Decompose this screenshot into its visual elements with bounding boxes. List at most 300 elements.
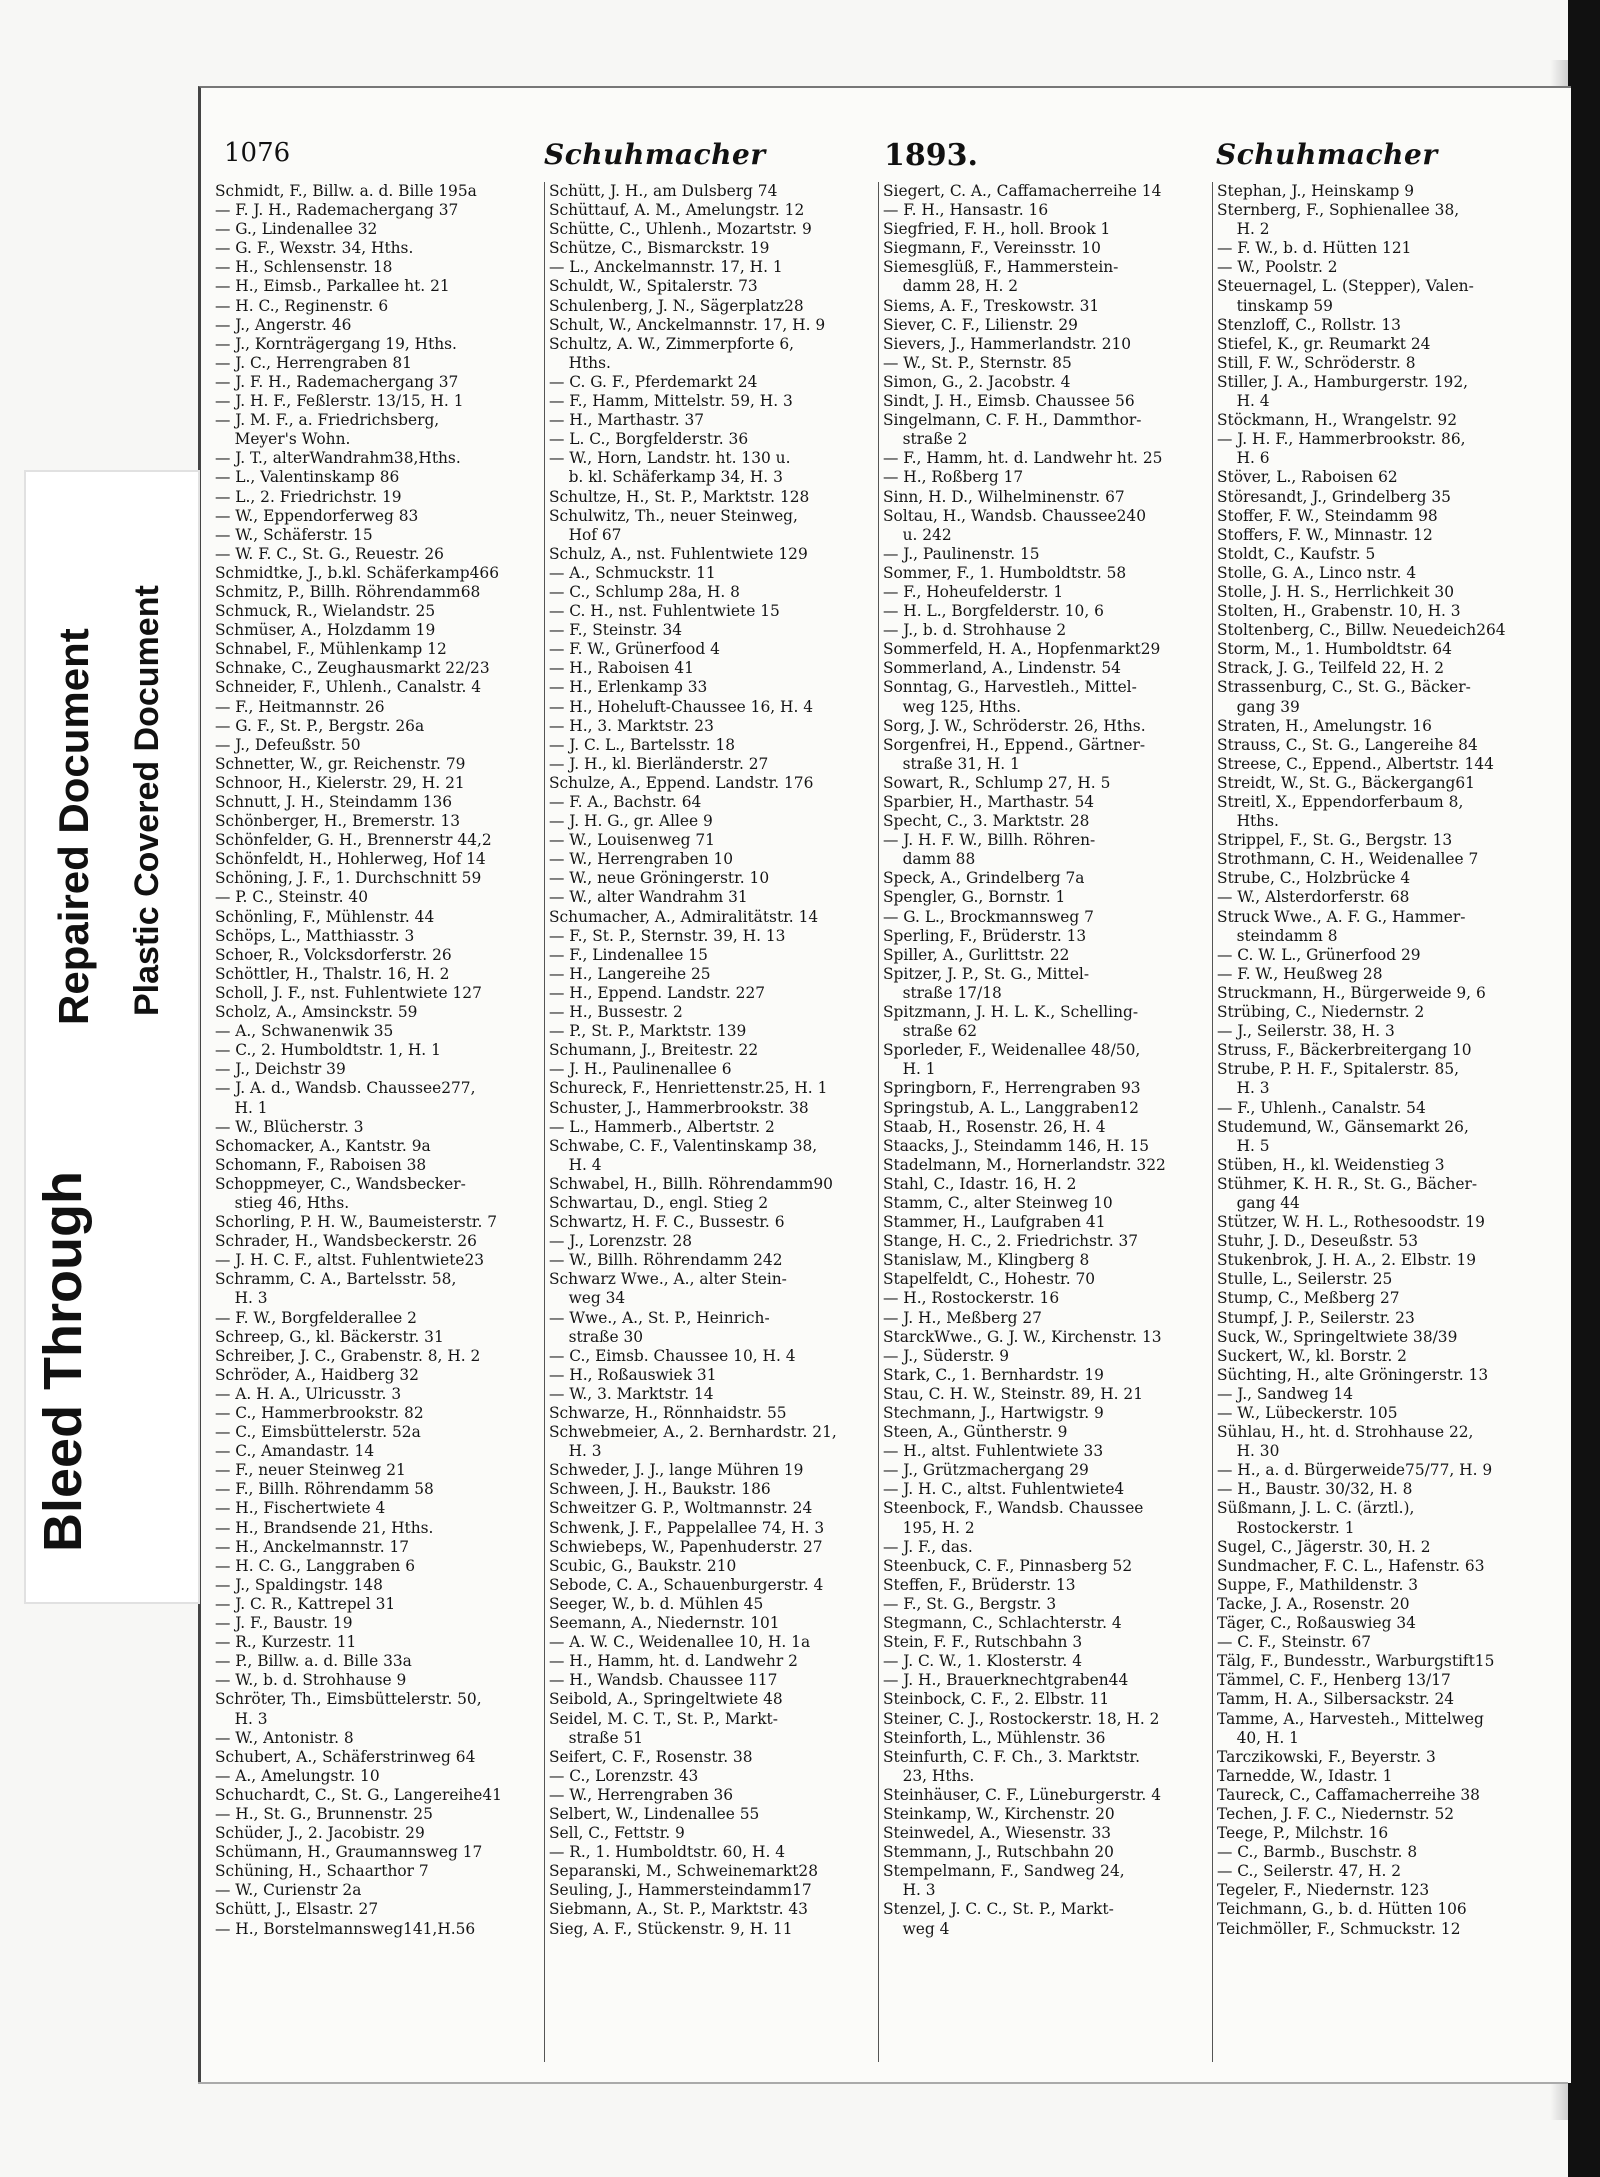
listing-entry: Steinkamp, W., Kirchenstr. 20: [883, 1804, 1115, 1823]
listing-entry: Seeger, W., b. d. Mühlen 45: [549, 1594, 764, 1613]
listing-entry: Siems, A. F., Treskowstr. 31: [883, 296, 1100, 315]
listing-entry: Schult, W., Anckelmannstr. 17, H. 9: [549, 315, 826, 334]
listing-entry: Stenzloff, C., Rollstr. 13: [1217, 315, 1401, 334]
listing-entry: — H., Erlenkamp 33: [549, 678, 708, 697]
listing-entry: Stechmann, J., Hartwigstr. 9: [883, 1404, 1104, 1422]
listing-entry: Springborn, F., Herrengraben 93: [883, 1079, 1141, 1098]
listing-entry: Schmitz, P., Billh. Röhrendamm68: [215, 582, 481, 601]
listing-entry: — F., Hamm, Mittelstr. 59, H. 3: [549, 392, 793, 411]
listing-entry: H. 4: [549, 1155, 602, 1174]
listing-entry: Schubert, A., Schäferstrinweg 64: [215, 1747, 476, 1766]
listing-entry: — F., Heitmannstr. 26: [215, 697, 385, 716]
listing-entry: Taureck, C., Caffamacherreihe 38: [1217, 1785, 1480, 1804]
listing-entry: Stapelfeldt, C., Hohestr. 70: [883, 1270, 1096, 1289]
listing-entry: Stanislaw, M., Klingberg 8: [883, 1251, 1090, 1270]
listing-entry: — H., Anckelmannstr. 17: [215, 1537, 410, 1556]
listing-entry: Sparbier, H., Marthastr. 54: [883, 793, 1095, 811]
listing-entry: — J., Paulinenstr. 15: [883, 544, 1040, 563]
listing-entry: — J., Spaldingstr. 148: [215, 1575, 383, 1594]
listing-entry: — A., Amelungstr. 10: [215, 1766, 380, 1785]
listing-entry: — H., Eppend. Landstr. 227: [549, 983, 766, 1002]
listing-entry: Sowart, R., Schlump 27, H. 5: [883, 773, 1111, 792]
listing-entry: Schwabe, C. F., Valentinskamp 38,: [549, 1136, 818, 1155]
listing-entry: Teege, P., Milchstr. 16: [1217, 1824, 1389, 1843]
listing-entry: Steen, A., Güntherstr. 9: [883, 1423, 1068, 1442]
listing-entry: Strübing, C., Niedernstr. 2: [1217, 1003, 1425, 1022]
listing-entry: Sonntag, G., Harvestleh., Mittel-: [883, 678, 1137, 697]
listing-entry: Streese, C., Eppend., Albertstr. 144: [1217, 754, 1494, 773]
listing-entry: — C., Amandastr. 14: [215, 1442, 375, 1461]
listing-entry: Stumpf, J. P., Seilerstr. 23: [1217, 1308, 1415, 1327]
listing-entry: Schweitzer G. P., Woltmannstr. 24: [549, 1499, 813, 1518]
listing-entry: Schütze, C., Bismarckstr. 19: [549, 239, 770, 258]
listing-entry: — G. F., St. P., Bergstr. 26a: [215, 716, 425, 735]
listing-entry: Stützer, W. H. L., Rothesoodstr. 19: [1217, 1213, 1485, 1232]
listing-entry: tinskamp 59: [1217, 296, 1333, 315]
listing-entry: Sorg, J. W., Schröderstr. 26, Hths.: [883, 716, 1146, 735]
listing-entry: Stulle, L., Seilerstr. 25: [1217, 1270, 1393, 1289]
listing-entry: H. 4: [1217, 392, 1270, 411]
listing-entry: — J. H., Brauerknechtgraben44: [883, 1671, 1129, 1690]
listing-entry: — F. W., b. d. Hütten 121: [1217, 239, 1412, 258]
listing-entry: Schütte, C., Uhlenh., Mozartstr. 9: [549, 220, 812, 239]
listing-entry: Schulze, A., Eppend. Landstr. 176: [549, 773, 814, 792]
listing-entry: Tegeler, F., Niedernstr. 123: [1217, 1881, 1430, 1900]
listing-entry: — C., Lorenzstr. 43: [549, 1766, 699, 1785]
listing-entry: — H., Langereihe 25: [549, 964, 711, 983]
listing-entry: weg 4: [883, 1919, 950, 1938]
listing-entry: Soltau, H., Wandsb. Chaussee240: [883, 506, 1147, 525]
listing-entry: Strack, J. G., Teilfeld 22, H. 2: [1217, 659, 1445, 678]
listing-entry: Schuldt, W., Spitalerstr. 73: [549, 277, 758, 296]
listing-entry: Strippel, F., St. G., Bergstr. 13: [1217, 831, 1453, 850]
listing-entry: Steuernagel, L. (Stepper), Valen-: [1217, 277, 1474, 296]
listing-entry: H. 1: [883, 1060, 936, 1079]
listing-entry: — W., Billh. Röhrendamm 242: [549, 1251, 783, 1270]
directory-page: [198, 86, 1571, 2083]
listing-entry: — F., Hamm, ht. d. Landwehr ht. 25: [883, 449, 1163, 468]
listing-entry: Schulenberg, J. N., Sägerplatz28: [549, 296, 804, 315]
listing-entry: Steffen, F., Brüderstr. 13: [883, 1575, 1076, 1594]
listing-entry: Sommerland, A., Lindenstr. 54: [883, 659, 1121, 678]
listing-entry: — H., Brandsende 21, Hths.: [215, 1518, 434, 1537]
scanner-edge: [1568, 0, 1600, 2177]
listing-entry: — J., Süderstr. 9: [883, 1346, 1010, 1365]
listing-column-4: [1217, 182, 1542, 2062]
listing-entry: H. 3: [215, 1289, 268, 1308]
listing-entry: — R., 1. Humboldtstr. 60, H. 4: [549, 1843, 786, 1862]
listing-entry: Steinbock, C. F., 2. Elbstr. 11: [883, 1690, 1110, 1709]
listing-entry: Stadelmann, M., Hornerlandstr. 322: [883, 1155, 1166, 1174]
listing-entry: — H. C., Reginenstr. 6: [215, 296, 389, 315]
listing-entry: Struckmann, H., Bürgerweide 9, 6: [1217, 983, 1486, 1002]
listing-entry: — C., Eimsbüttelerstr. 52a: [215, 1423, 421, 1442]
listing-entry: — H., Raboisen 41: [549, 659, 694, 678]
listing-entry: Stoltenberg, C., Billw. Neuedeich264: [1217, 621, 1506, 640]
listing-entry: Scubic, G., Baukstr. 210: [549, 1556, 737, 1575]
listing-column-3: [883, 182, 1208, 2062]
listing-entry: — H. L., Borgfelderstr. 10, 6: [883, 602, 1104, 621]
listing-entry: — F., Hoheufelderstr. 1: [883, 582, 1064, 601]
listing-entry: Schulwitz, Th., neuer Steinweg,: [549, 506, 798, 525]
listing-entry: Tämmel, C. F., Henberg 13/17: [1217, 1671, 1451, 1690]
listing-entry: Schomacker, A., Kantstr. 9a: [215, 1136, 431, 1155]
listing-entry: straße 51: [549, 1728, 644, 1747]
listing-entry: Schumann, J., Breitestr. 22: [549, 1041, 759, 1060]
listing-entry: Sternberg, F., Sophienallee 38,: [1217, 201, 1460, 220]
listing-entry: Streidt, W., St. G., Bäckergang61: [1217, 773, 1475, 792]
listing-entry: — J., Deichstr 39: [215, 1060, 346, 1079]
listing-entry: Stüben, H., kl. Weidenstieg 3: [1217, 1155, 1445, 1174]
listing-entry: Siever, C. F., Lilienstr. 29: [883, 315, 1078, 334]
listing-entry: Stegmann, C., Schlachterstr. 4: [883, 1614, 1122, 1633]
listing-entry: Schwiebeps, W., Papenhuderstr. 27: [549, 1537, 823, 1556]
listing-entry: Seemann, A., Niedernstr. 101: [549, 1614, 780, 1633]
listing-entry: Strube, C., Holzbrücke 4: [1217, 869, 1411, 888]
right-running-title: Schuhmacher: [1216, 138, 1438, 171]
listing-entry: Struck Wwe., A. F. G., Hammer-: [1217, 907, 1466, 926]
listing-entry: — J., Lorenzstr. 28: [549, 1232, 693, 1251]
listing-entry: — H., Wandsb. Chaussee 117: [549, 1671, 778, 1690]
listing-entry: — H., a. d. Bürgerweide75/77, H. 9: [1217, 1461, 1493, 1480]
listing-entry: — C., 2. Humboldtstr. 1, H. 1: [215, 1041, 441, 1060]
listing-entry: Stephan, J., Heinskamp 9: [1217, 182, 1415, 200]
listing-entry: Schwenk, J. F., Pappelallee 74, H. 3: [549, 1518, 825, 1537]
column-rule: [1212, 182, 1213, 2062]
listing-entry: — L., Anckelmannstr. 17, H. 1: [549, 258, 783, 277]
listing-entry: Süßmann, J. L. C. (ärztl.),: [1217, 1499, 1415, 1518]
listing-entry: — A., Schwanenwik 35: [215, 1022, 394, 1041]
column-rule: [878, 182, 879, 2062]
listing-entry: Steinforth, L., Mühlenstr. 36: [883, 1728, 1106, 1747]
listing-entry: — H., Roßauswiek 31: [549, 1365, 717, 1384]
listing-entry: u. 242: [883, 525, 952, 544]
listing-entry: — J. C. W., 1. Klosterstr. 4: [883, 1652, 1082, 1671]
listing-entry: Steenbuck, C. F., Pinnasberg 52: [883, 1556, 1133, 1575]
listing-entry: — C., Hammerbrookstr. 82: [215, 1404, 424, 1422]
listing-entry: Schüttauf, A. M., Amelungstr. 12: [549, 201, 805, 220]
listing-entry: Siebmann, A., St. P., Marktstr. 43: [549, 1900, 808, 1919]
listing-entry: Stöver, L., Raboisen 62: [1217, 468, 1398, 487]
listing-entry: Seuling, J., Hammersteindamm17: [549, 1881, 812, 1900]
listing-entry: Stukenbrok, J. H. A., 2. Elbstr. 19: [1217, 1251, 1477, 1270]
listing-entry: — F., St. P., Sternstr. 39, H. 13: [549, 926, 786, 945]
listing-entry: Schöttler, H., Thalstr. 16, H. 2: [215, 964, 450, 983]
listing-entry: Scholl, J. F., nst. Fuhlentwiete 127: [215, 983, 482, 1002]
listing-entry: weg 125, Hths.: [883, 697, 1022, 716]
listing-entry: Separanski, M., Schweinemarkt28: [549, 1862, 819, 1881]
listing-entry: — W., Horn, Landstr. ht. 130 u.: [549, 449, 791, 468]
listing-entry: — L., Valentinskamp 86: [215, 468, 400, 487]
listing-entry: Siegert, C. A., Caffamacherreihe 14: [883, 182, 1162, 200]
listing-entry: Schomann, F., Raboisen 38: [215, 1155, 427, 1174]
listing-entry: Schmidtke, J., b.kl. Schäferkamp466: [215, 563, 500, 582]
repaired-document-label: Repaired Document: [50, 628, 97, 1025]
listing-entry: H. 2: [1217, 220, 1270, 239]
listing-entry: Hof 67: [549, 525, 622, 544]
listing-entry: — J., b. d. Strohhause 2: [883, 621, 1067, 640]
listing-entry: Rostockerstr. 1: [1217, 1518, 1355, 1537]
listing-entry: — L., Hammerb., Albertstr. 2: [549, 1117, 775, 1136]
listing-entry: — J. F. H., Rademachergang 37: [215, 372, 459, 391]
listing-entry: Strassenburg, C., St. G., Bäcker-: [1217, 678, 1471, 697]
listing-entry: Schureck, F., Henriettenstr.25, H. 1: [549, 1079, 828, 1098]
listing-column-2: [549, 182, 874, 2062]
listing-entry: — J. H. C., altst. Fuhlentwiete4: [883, 1480, 1125, 1499]
listing-entry: — W., Antonistr. 8: [215, 1728, 354, 1747]
listing-entry: — H., Eimsb., Parkallee ht. 21: [215, 277, 450, 296]
listing-entry: — W., Blücherstr. 3: [215, 1117, 364, 1136]
listing-entry: Teichmann, G., b. d. Hütten 106: [1217, 1900, 1467, 1919]
listing-entry: Störesandt, J., Grindelberg 35: [1217, 487, 1451, 506]
listing-entry: Spitzer, J. P., St. G., Mittel-: [883, 964, 1090, 983]
listing-entry: — W., Lübeckerstr. 105: [1217, 1404, 1398, 1422]
listing-entry: H. 5: [1217, 1136, 1270, 1155]
listing-entry: — W., Poolstr. 2: [1217, 258, 1338, 277]
listing-entry: Singelmann, C. F. H., Dammthor-: [883, 411, 1142, 430]
listing-entry: Tälg, F., Bundesstr., Warburgstift15: [1217, 1652, 1495, 1671]
listing-entry: Sporleder, F., Weidenallee 48/50,: [883, 1041, 1141, 1060]
listing-entry: — F., Steinstr. 34: [549, 621, 683, 640]
listing-entry: Stein, F. F., Rutschbahn 3: [883, 1633, 1083, 1652]
listing-entry: Schwarze, H., Rönnhaidstr. 55: [549, 1404, 787, 1422]
listing-entry: — H., Baustr. 30/32, H. 8: [1217, 1480, 1413, 1499]
listing-entry: Tamme, A., Harvesteh., Mittelweg: [1217, 1709, 1484, 1728]
listing-entry: — P., St. P., Marktstr. 139: [549, 1022, 747, 1041]
listing-entry: Siegmann, F., Vereinsstr. 10: [883, 239, 1101, 258]
listing-entry: — C., Eimsb. Chaussee 10, H. 4: [549, 1346, 796, 1365]
listing-entry: — F. W., Borgfelderallee 2: [215, 1308, 417, 1327]
listing-column-1: [215, 182, 540, 2062]
listing-entry: — J. C. R., Kattrepel 31: [215, 1594, 396, 1613]
listing-entry: Staacks, J., Steindamm 146, H. 15: [883, 1136, 1150, 1155]
listing-entry: Schönberger, H., Bremerstr. 13: [215, 812, 461, 831]
listing-entry: straße 17/18: [883, 983, 1002, 1002]
listing-entry: Sindt, J. H., Eimsb. Chaussee 56: [883, 392, 1135, 411]
listing-entry: — H., Bussestr. 2: [549, 1003, 683, 1022]
listing-entry: Schoer, R., Volcksdorferstr. 26: [215, 945, 452, 964]
listing-entry: — J. F., Baustr. 19: [215, 1614, 353, 1633]
listing-entry: — F., Lindenallee 15: [549, 945, 708, 964]
listing-entry: Schoppmeyer, C., Wandsbecker-: [215, 1174, 466, 1193]
listing-entry: — J. C., Herrengraben 81: [215, 353, 412, 372]
listing-entry: Schütt, J. H., am Dulsberg 74: [549, 182, 778, 200]
listing-entry: Schmuck, R., Wielandstr. 25: [215, 602, 436, 621]
listing-entry: Suckert, W., kl. Borstr. 2: [1217, 1346, 1407, 1365]
listing-entry: — W., Herrengraben 10: [549, 850, 734, 869]
listing-entry: Schüning, H., Schaarthor 7: [215, 1862, 429, 1881]
listing-entry: Sperling, F., Brüderstr. 13: [883, 926, 1087, 945]
listing-entry: — C. H., nst. Fuhlentwiete 15: [549, 602, 780, 621]
listing-entry: — J. H. G., gr. Allee 9: [549, 812, 713, 831]
listing-entry: H. 3: [215, 1709, 268, 1728]
listing-entry: — C., Seilerstr. 47, H. 2: [1217, 1862, 1402, 1881]
listing-entry: — C., Schlump 28a, H. 8: [549, 582, 740, 601]
listing-entry: Steenbock, F., Wandsb. Chaussee: [883, 1499, 1144, 1518]
listing-entry: Sebode, C. A., Schauenburgerstr. 4: [549, 1575, 824, 1594]
listing-entry: — G. F., Wexstr. 34, Hths.: [215, 239, 414, 258]
listing-entry: — W. F. C., St. G., Reuestr. 26: [215, 544, 444, 563]
listing-entry: — W., b. d. Strohhause 9: [215, 1671, 407, 1690]
listing-entry: Stolle, G. A., Linco nstr. 4: [1217, 563, 1417, 582]
listing-entry: Hths.: [549, 353, 611, 372]
listing-entry: — H. C. G., Langgraben 6: [215, 1556, 416, 1575]
listing-entry: gang 44: [1217, 1193, 1300, 1212]
listing-entry: Stoldt, C., Kaufstr. 5: [1217, 544, 1376, 563]
listing-entry: weg 34: [549, 1289, 626, 1308]
listing-entry: — J. H. C. F., altst. Fuhlentwiete23: [215, 1251, 485, 1270]
listing-entry: Steinhäuser, C. F., Lüneburgerstr. 4: [883, 1785, 1162, 1804]
listing-entry: 195, H. 2: [883, 1518, 975, 1537]
listing-entry: Hths.: [1217, 812, 1279, 831]
listing-entry: Tarnedde, W., Idastr. 1: [1217, 1766, 1393, 1785]
listing-entry: Stolle, J. H. S., Herrlichkeit 30: [1217, 582, 1455, 601]
listing-entry: Schütt, J., Elsastr. 27: [215, 1900, 379, 1919]
listing-entry: Schuster, J., Hammerbrookstr. 38: [549, 1098, 809, 1117]
listing-entry: Sorgenfrei, H., Eppend., Gärtner-: [883, 735, 1146, 754]
page-bottom-edge: [198, 2082, 1568, 2084]
listing-entry: Schöps, L., Matthiasstr. 3: [215, 926, 415, 945]
listing-entry: Stump, C., Meßberg 27: [1217, 1289, 1400, 1308]
listing-entry: Stange, H. C., 2. Friedrichstr. 37: [883, 1232, 1139, 1251]
listing-entry: — H., St. G., Brunnenstr. 25: [215, 1804, 433, 1823]
listing-entry: Schreep, G., kl. Bäckerstr. 31: [215, 1327, 444, 1346]
listing-entry: — F. W., Grünerfood 4: [549, 640, 720, 659]
listing-entry: Siemesglüß, F., Hammerstein-: [883, 258, 1119, 277]
listing-entry: — J., Defeußstr. 50: [215, 735, 361, 754]
listing-entry: Schmüser, A., Holzdamm 19: [215, 621, 436, 640]
listing-entry: — W., 3. Marktstr. 14: [549, 1384, 714, 1403]
listing-entry: Suck, W., Springeltwiete 38/39: [1217, 1327, 1458, 1346]
listing-entry: Stolten, H., Grabenstr. 10, H. 3: [1217, 602, 1461, 621]
listing-entry: 40, H. 1: [1217, 1728, 1299, 1747]
listing-entry: — L. C., Borgfelderstr. 36: [549, 430, 749, 449]
listing-entry: — C. F., Steinstr. 67: [1217, 1633, 1372, 1652]
listing-entry: Still, F. W., Schröderstr. 8: [1217, 353, 1416, 372]
listing-entry: — J. H., kl. Bierländerstr. 27: [549, 754, 769, 773]
listing-entry: Seidel, M. C. T., St. P., Markt-: [549, 1709, 778, 1728]
listing-entry: Schöning, J. F., 1. Durchschnitt 59: [215, 869, 482, 888]
listing-entry: Schümann, H., Graumannsweg 17: [215, 1843, 483, 1862]
listing-entry: Schultz, A. W., Zimmerpforte 6,: [549, 334, 795, 353]
listing-entry: stieg 46, Hths.: [215, 1193, 350, 1212]
listing-entry: Seibold, A., Springeltwiete 48: [549, 1690, 783, 1709]
listing-entry: — A. W. C., Weidenallee 10, H. 1a: [549, 1633, 811, 1652]
listing-entry: Schönling, F., Mühlenstr. 44: [215, 907, 435, 926]
listing-entry: — F., Uhlenh., Canalstr. 54: [1217, 1098, 1426, 1117]
listing-entry: — G., Lindenallee 32: [215, 220, 378, 239]
listing-entry: — W., St. P., Sternstr. 85: [883, 353, 1072, 372]
left-running-title: Schuhmacher: [544, 138, 766, 171]
listing-entry: H. 6: [1217, 449, 1270, 468]
listing-entry: Stahl, C., Idastr. 16, H. 2: [883, 1174, 1077, 1193]
listing-entry: Stenzel, J. C. C., St. P., Markt-: [883, 1900, 1114, 1919]
listing-entry: 23, Hths.: [883, 1766, 975, 1785]
listing-entry: Sommerfeld, H. A., Hopfenmarkt29: [883, 640, 1161, 659]
listing-entry: Stempelmann, F., Sandweg 24,: [883, 1862, 1125, 1881]
listing-entry: Staab, H., Rosenstr. 26, H. 4: [883, 1117, 1106, 1136]
listing-entry: Tacke, J. A., Rosenstr. 20: [1217, 1594, 1410, 1613]
listing-entry: Schween, J. H., Baukstr. 186: [549, 1480, 771, 1499]
listing-entry: Sommer, F., 1. Humboldtstr. 58: [883, 563, 1127, 582]
listing-entry: Schröter, Th., Eimsbüttelerstr. 50,: [215, 1690, 482, 1709]
listing-entry: Sinn, H. D., Wilhelminenstr. 67: [883, 487, 1125, 506]
listing-entry: — J. H. F., Feßlerstr. 13/15, H. 1: [215, 392, 464, 411]
listing-entry: — J., Angerstr. 46: [215, 315, 352, 334]
listing-entry: Schnutt, J. H., Steindamm 136: [215, 793, 453, 811]
listing-entry: — F. J. H., Rademachergang 37: [215, 201, 459, 220]
listing-entry: — R., Kurzestr. 11: [215, 1633, 357, 1652]
listing-entry: damm 88: [883, 850, 976, 869]
listing-entry: H. 30: [1217, 1442, 1280, 1461]
listing-entry: Schwarz Wwe., A., alter Stein-: [549, 1270, 787, 1289]
listing-entry: Schnake, C., Zeughausmarkt 22/23: [215, 659, 490, 678]
listing-entry: Stemmann, J., Rutschbahn 20: [883, 1843, 1114, 1862]
listing-entry: — J. H., Meßberg 27: [883, 1308, 1042, 1327]
listing-entry: Sell, C., Fettstr. 9: [549, 1824, 685, 1843]
listing-entry: — W., Eppendorferweg 83: [215, 506, 419, 525]
listing-entry: — H., Schlensenstr. 18: [215, 258, 393, 277]
listing-entry: Schröder, A., Haidberg 32: [215, 1365, 419, 1384]
listing-entry: Schultze, H., St. P., Marktstr. 128: [549, 487, 810, 506]
listing-entry: Streitl, X., Eppendorferbaum 8,: [1217, 793, 1464, 811]
listing-entry: H. 3: [883, 1881, 936, 1900]
listing-entry: — H., 3. Marktstr. 23: [549, 716, 714, 735]
listing-entry: — W., Herrengraben 36: [549, 1785, 734, 1804]
listing-entry: Storm, M., 1. Humboldtstr. 64: [1217, 640, 1452, 659]
listing-entry: Stammer, H., Laufgraben 41: [883, 1213, 1106, 1232]
listing-entry: H. 3: [549, 1442, 602, 1461]
listing-entry: — W., alter Wandrahm 31: [549, 888, 748, 907]
listing-entry: Struss, F., Bäckerbreitergang 10: [1217, 1041, 1472, 1060]
listing-entry: Sugel, C., Jägerstr. 30, H. 2: [1217, 1537, 1431, 1556]
listing-entry: — F. W., Heußweg 28: [1217, 964, 1383, 983]
listing-entry: Springstub, A. L., Langgraben12: [883, 1098, 1139, 1117]
listing-entry: — H., Fischertwiete 4: [215, 1499, 386, 1518]
listing-entry: Schulz, A., nst. Fuhlentwiete 129: [549, 544, 808, 563]
listing-entry: Strube, P. H. F., Spitalerstr. 85,: [1217, 1060, 1459, 1079]
listing-entry: Steinfurth, C. F. Ch., 3. Marktstr.: [883, 1747, 1140, 1766]
listing-entry: — W., Louisenweg 71: [549, 831, 715, 850]
listing-entry: — W., neue Gröningerstr. 10: [549, 869, 770, 888]
listing-entry: Schwebmeier, A., 2. Bernhardstr. 21,: [549, 1423, 837, 1442]
listing-entry: — W., Alsterdorferstr. 68: [1217, 888, 1410, 907]
listing-entry: Stuhr, J. D., Deseußstr. 53: [1217, 1232, 1418, 1251]
listing-entry: — J. A. d., Wandsb. Chaussee277,: [215, 1079, 476, 1098]
listing-entry: — J. M. F., a. Friedrichsberg,: [215, 411, 440, 430]
listing-entry: b. kl. Schäferkamp 34, H. 3: [549, 468, 783, 487]
page-header: [216, 138, 1566, 178]
listing-entry: Sühlau, H., ht. d. Strohhause 22,: [1217, 1423, 1474, 1442]
listing-entry: Schorling, P. H. W., Baumeisterstr. 7: [215, 1213, 498, 1232]
listing-entry: — J. H. F. W., Billh. Röhren-: [883, 831, 1096, 850]
listing-entry: — J., Seilerstr. 38, H. 3: [1217, 1022, 1395, 1041]
listing-entry: straße 30: [549, 1327, 644, 1346]
listing-entry: Schreiber, J. C., Grabenstr. 8, H. 2: [215, 1346, 481, 1365]
listing-entry: Meyer's Wohn.: [215, 430, 351, 449]
bleed-through-label: Bleed Through: [33, 1171, 93, 1552]
listing-entry: straße 2: [883, 430, 968, 449]
listing-entry: Stark, C., 1. Bernhardstr. 19: [883, 1365, 1104, 1384]
listing-entry: — H., Marthastr. 37: [549, 411, 705, 430]
listing-entry: Schnetter, W., gr. Reichenstr. 79: [215, 754, 466, 773]
listing-entry: Schnabel, F., Mühlenkamp 12: [215, 640, 447, 659]
listing-entry: H. 1: [215, 1098, 268, 1117]
listing-entry: Schmidt, F., Billw. a. d. Bille 195a: [215, 182, 477, 200]
listing-entry: — H., Borstelmannsweg141,H.56: [215, 1919, 476, 1938]
listing-entry: damm 28, H. 2: [883, 277, 1019, 296]
listing-entry: Studemund, W., Gänsemarkt 26,: [1217, 1117, 1469, 1136]
